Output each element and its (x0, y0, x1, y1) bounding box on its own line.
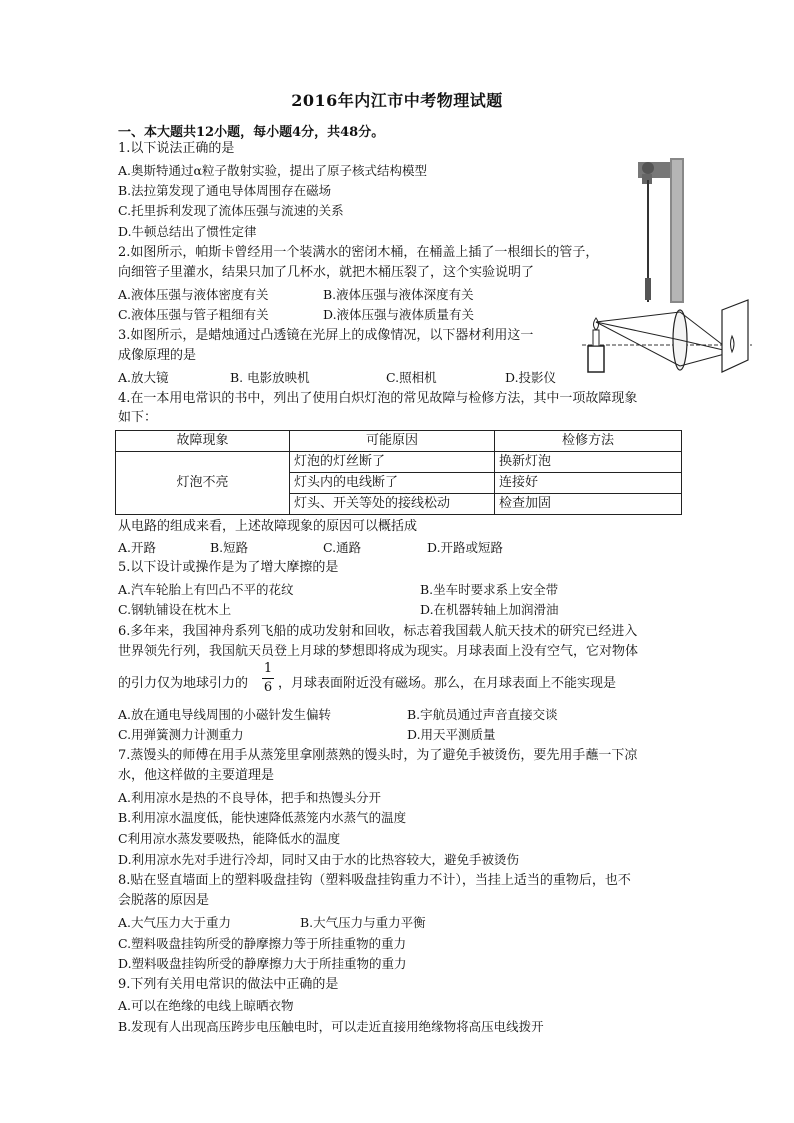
question-4-stem-line1: 4.在一本用电常识的书中，列出了使用白炽灯泡的常见故障与检修方法，其中一项故障现象 (118, 391, 638, 406)
section-heading: 一、本大题共12小题，每小题4分，共48分。 (118, 125, 385, 140)
table-cell-fault: 灯泡不亮 (116, 452, 290, 515)
light-ray (596, 312, 680, 322)
table-cell: 换新灯泡 (495, 452, 682, 473)
q5-option-b: B.坐车时要求系上安全带 (420, 582, 559, 597)
question-4-after: 从电路的组成来看，上述故障现象的原因可以概括成 (118, 519, 418, 534)
table-header: 检修方法 (495, 431, 682, 452)
q4-option-c: C.通路 (323, 540, 362, 555)
light-ray (596, 322, 680, 366)
question-4-stem-line2: 如下： (118, 410, 158, 425)
q9-option-a: A.可以在绝缘的电线上晾晒衣物 (118, 998, 294, 1013)
q9-option-b: B.发现有人出现高压跨步电压触电时，可以走近直接用绝缘物将高压电线拨开 (118, 1019, 544, 1034)
q8-option-d: D.塑料吸盘挂钩所受的静摩擦力大于所挂重物的重力 (118, 956, 407, 971)
q5-option-a: A.汽车轮胎上有凹凸不平的花纹 (118, 582, 294, 597)
question-5-stem: 5.以下设计或操作是为了增大摩擦的是 (118, 560, 339, 575)
question-6-stem-line2: 世界领先行列，我国航天员登上月球的梦想即将成为现实。月球表面上没有空气，它对物体 (118, 644, 639, 659)
page-title: 2016年内江市中考物理试题 (291, 91, 503, 110)
candle (593, 330, 599, 346)
q1-option-c: C.托里拆利发现了流体压强与流速的关系 (118, 203, 344, 218)
question-3-stem-line2: 成像原理的是 (118, 348, 197, 363)
question-8-stem-line2: 会脱落的原因是 (118, 893, 210, 908)
q6-option-d: D.用天平测质量 (407, 727, 496, 742)
q4-option-b: B.短路 (210, 540, 249, 555)
q2-option-b: B.液体压强与液体深度有关 (323, 287, 474, 302)
question-3-stem-line1: 3.如图所示，是蜡烛通过凸透镜在光屏上的成像情况，以下器材利用这一 (118, 328, 534, 343)
fraction-bar (262, 678, 274, 679)
q3-option-b: B. 电影放映机 (230, 370, 310, 385)
candle-flame (594, 318, 599, 330)
lens-imaging-figure (582, 298, 752, 378)
q6-option-a: A.放在通电导线周围的小磁针发生偏转 (118, 707, 332, 722)
q6-option-c: C.用弹簧测力计测重力 (118, 727, 244, 742)
question-7-stem-line2: 水，他这样做的主要道理是 (118, 768, 275, 783)
q3-option-a: A.放大镜 (118, 370, 169, 385)
fraction-numerator: 1 (263, 661, 273, 676)
q1-option-d: D.牛顿总结出了惯性定律 (118, 224, 257, 239)
table-cell: 灯泡的灯丝断了 (290, 452, 495, 473)
table-cell: 灯头、开关等处的接线松动 (290, 494, 495, 515)
q4-option-d: D.开路或短路 (427, 540, 504, 555)
q8-option-b: B.大气压力与重力平衡 (300, 915, 426, 930)
q7-option-b: B.利用凉水温度低，能快速降低蒸笼内水蒸气的温度 (118, 810, 407, 825)
question-8-stem-line1: 8.贴在竖直墙面上的塑料吸盘挂钩（塑料吸盘挂钩重力不计），当挂上适当的重物后，也不 (118, 873, 631, 888)
barrel-tall-wall-shade (672, 160, 682, 301)
q2-option-c: C.液体压强与管子粗细有关 (118, 307, 269, 322)
fraction-one-sixth (262, 662, 274, 695)
q3-option-c: C.照相机 (386, 370, 437, 385)
question-9-stem: 9.下列有关用电常识的做法中正确的是 (118, 977, 339, 992)
fault-table (115, 430, 682, 515)
table-header: 故障现象 (116, 431, 290, 452)
person-head (642, 162, 654, 174)
q5-option-d: D.在机器转轴上加润滑油 (420, 602, 559, 617)
q3-option-d: D.投影仪 (505, 370, 557, 385)
q5-option-c: C.钢轨铺设在枕木上 (118, 602, 232, 617)
table-header: 可能原因 (290, 431, 495, 452)
table-header-row (116, 431, 682, 452)
q2-option-a: A.液体压强与液体密度有关 (118, 287, 269, 302)
question-6-stem-line1: 6.多年来，我国神舟系列飞船的成功发射和回收，标志着我国载人航天技术的研究已经进入 (118, 624, 638, 639)
question-6-stem-line3a: 的引力仅为地球引力的 (118, 676, 249, 691)
q8-option-a: A.大气压力大于重力 (118, 915, 232, 930)
q1-option-b: B.法拉第发现了通电导体周围存在磁场 (118, 183, 332, 198)
question-1-stem: 1.以下说法正确的是 (118, 141, 235, 156)
table-cell: 灯头内的电线断了 (290, 473, 495, 494)
question-2-stem-line2: 向细管子里灌水，结果只加了几杯水，就把木桶压裂了，这个实验说明了 (118, 265, 535, 280)
q1-option-a: A.奥斯特通过α粒子散射实验，提出了原子核式结构模型 (118, 163, 427, 178)
q4-option-a: A.开路 (118, 540, 157, 555)
table-row (116, 452, 682, 473)
tube-base (645, 278, 651, 300)
fraction-denominator: 6 (263, 680, 273, 695)
candle-holder (588, 346, 604, 372)
light-ray (596, 322, 680, 340)
question-7-stem-line1: 7.蒸馒头的师傅在用手从蒸笼里拿刚蒸熟的馒头时，为了避免手被烫伤，要先用手蘸一下凉 (118, 748, 638, 763)
q7-option-c: C利用凉水蒸发要吸热，能降低水的温度 (118, 831, 341, 846)
light-screen (722, 300, 748, 372)
q7-option-d: D.利用凉水先对手进行冷却，同时又由于水的比热容较大，避免手被烫伤 (118, 852, 520, 867)
question-2-stem-line1: 2.如图所示，帕斯卡曾经用一个装满水的密闭木桶，在桶盖上插了一根细长的管子， (118, 245, 599, 260)
q7-option-a: A.利用凉水是热的不良导体，把手和热馒头分开 (118, 790, 382, 805)
question-6-stem-line3b: ，月球表面附近没有磁场。那么，在月球表面上不能实现是 (278, 676, 617, 691)
pascal-barrel-figure (628, 158, 688, 303)
q2-option-d: D.液体压强与液体质量有关 (323, 307, 475, 322)
q8-option-c: C.塑料吸盘挂钩所受的静摩擦力等于所挂重物的重力 (118, 936, 407, 951)
q6-option-b: B.宇航员通过声音直接交谈 (407, 707, 558, 722)
table-cell: 检查加固 (495, 494, 682, 515)
table-cell: 连接好 (495, 473, 682, 494)
